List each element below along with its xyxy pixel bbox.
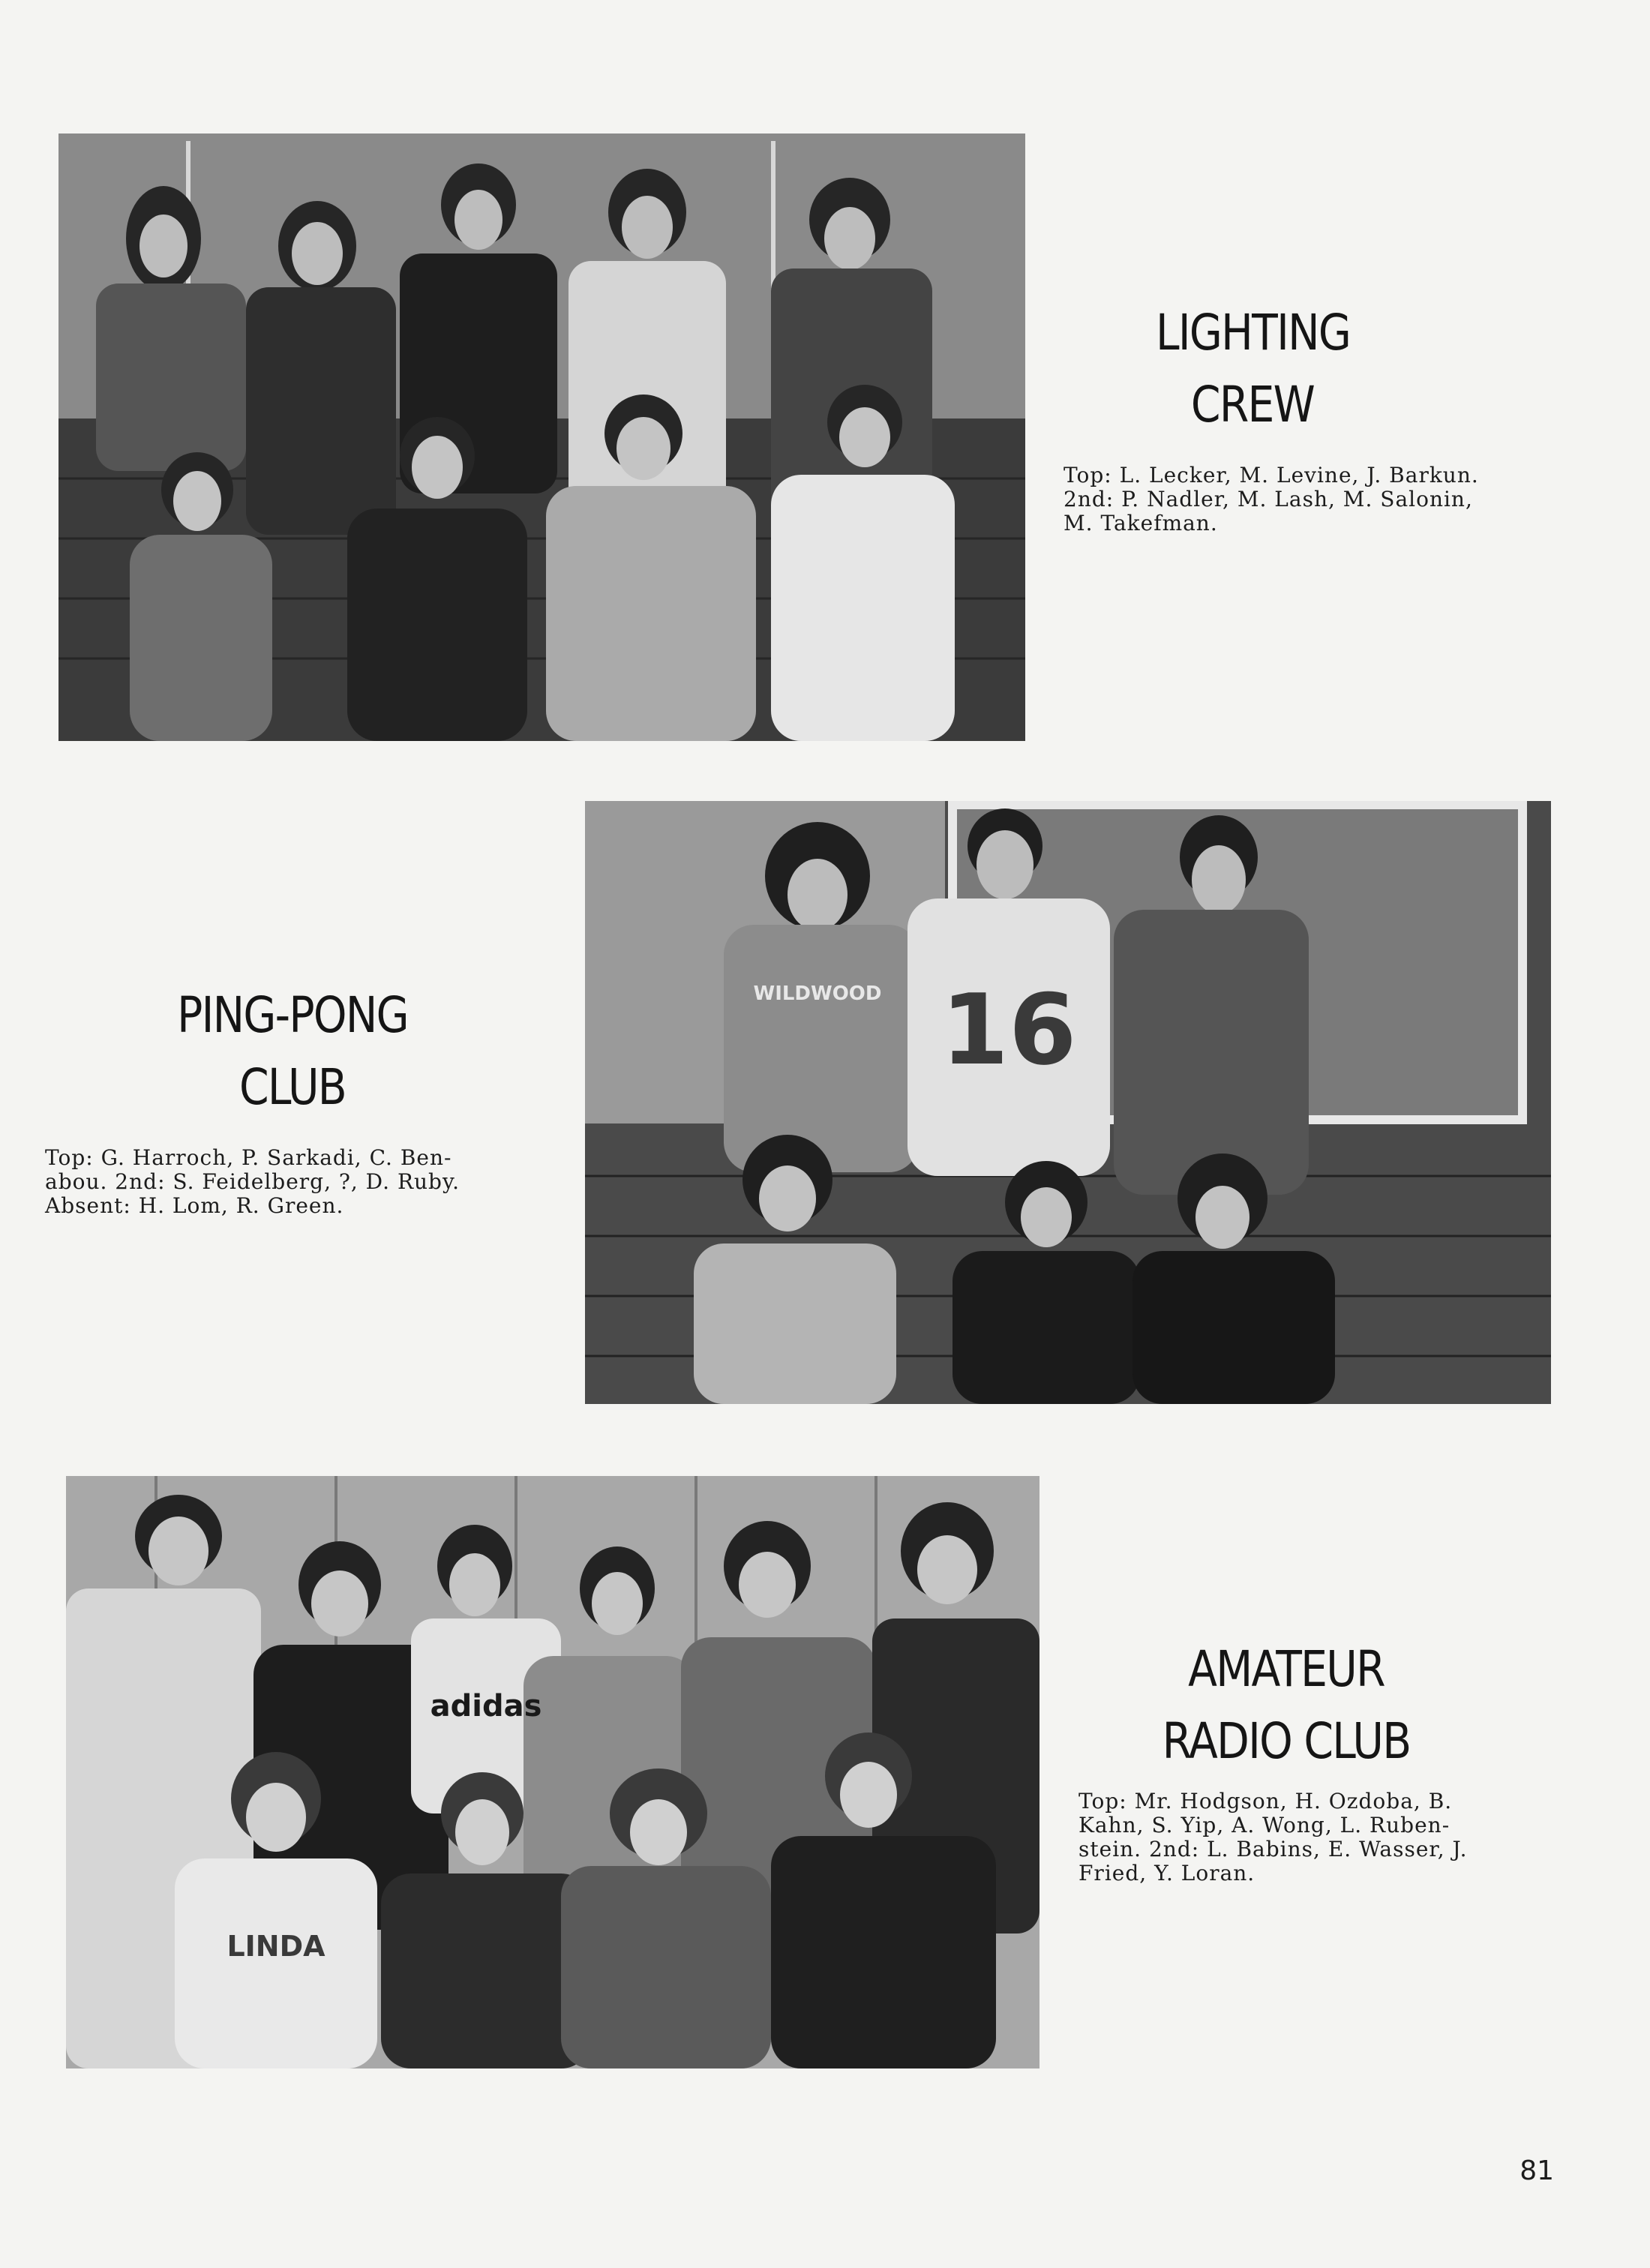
ping-pong-club-caption-line2: abou. 2nd: S. Feidelberg, ?, D. Ruby. bbox=[45, 1169, 460, 1194]
linda-shirt-text: LINDA bbox=[226, 1930, 326, 1963]
lighting-crew-photo bbox=[58, 134, 1025, 741]
amateur-radio-club-title-line2: RADIO CLUB bbox=[1162, 1712, 1411, 1770]
lighting-crew-caption-line3: M. Takefman. bbox=[1064, 511, 1218, 536]
amateur-radio-club-caption bbox=[1078, 1790, 1588, 1886]
lighting-crew-caption-line1: Top: L. Lecker, M. Levine, J. Barkun. bbox=[1064, 463, 1479, 488]
amateur-radio-club-photo bbox=[66, 1476, 1040, 2068]
amateur-radio-club-title-line1: AMATEUR bbox=[1188, 1640, 1384, 1698]
amateur-radio-club-caption-line4: Fried, Y. Loran. bbox=[1078, 1861, 1256, 1886]
amateur-radio-club-caption-line1: Top: Mr. Hodgson, H. Ozdoba, B. bbox=[1078, 1789, 1453, 1814]
amateur-radio-club-photo-art bbox=[66, 1476, 1040, 2068]
ping-pong-club-title-line1: PING-PONG bbox=[177, 986, 408, 1044]
lighting-crew-title bbox=[1156, 297, 1349, 440]
ping-pong-club-photo bbox=[585, 801, 1551, 1404]
ping-pong-club-title-line2: CLUB bbox=[238, 1058, 346, 1116]
wildwood-shirt-text: WILDWOOD bbox=[753, 982, 882, 1005]
page-number: 81 bbox=[1520, 2156, 1554, 2186]
jersey-number-text: 16 bbox=[940, 973, 1077, 1087]
lighting-crew-title-line1: LIGHTING bbox=[1156, 304, 1351, 362]
ping-pong-club-caption-line3: Absent: H. Lom, R. Green. bbox=[45, 1193, 344, 1218]
lighting-crew-caption bbox=[1064, 464, 1581, 536]
ping-pong-club-photo-art bbox=[585, 801, 1551, 1404]
amateur-radio-club-caption-line3: stein. 2nd: L. Babins, E. Wasser, J. bbox=[1078, 1837, 1468, 1862]
lighting-crew-caption-line2: 2nd: P. Nadler, M. Lash, M. Salonin, bbox=[1064, 487, 1473, 512]
ping-pong-club-title bbox=[176, 980, 409, 1123]
ping-pong-club-caption-line1: Top: G. Harroch, P. Sarkadi, C. Ben- bbox=[45, 1145, 452, 1170]
adidas-shirt-text: adidas bbox=[430, 1689, 542, 1724]
ping-pong-club-caption bbox=[45, 1146, 570, 1218]
lighting-crew-title-line2: CREW bbox=[1190, 375, 1315, 434]
lighting-crew-photo-art bbox=[58, 134, 1025, 741]
amateur-radio-club-caption-line2: Kahn, S. Yip, A. Wong, L. Ruben- bbox=[1078, 1813, 1450, 1838]
amateur-radio-club-title bbox=[1148, 1634, 1425, 1777]
